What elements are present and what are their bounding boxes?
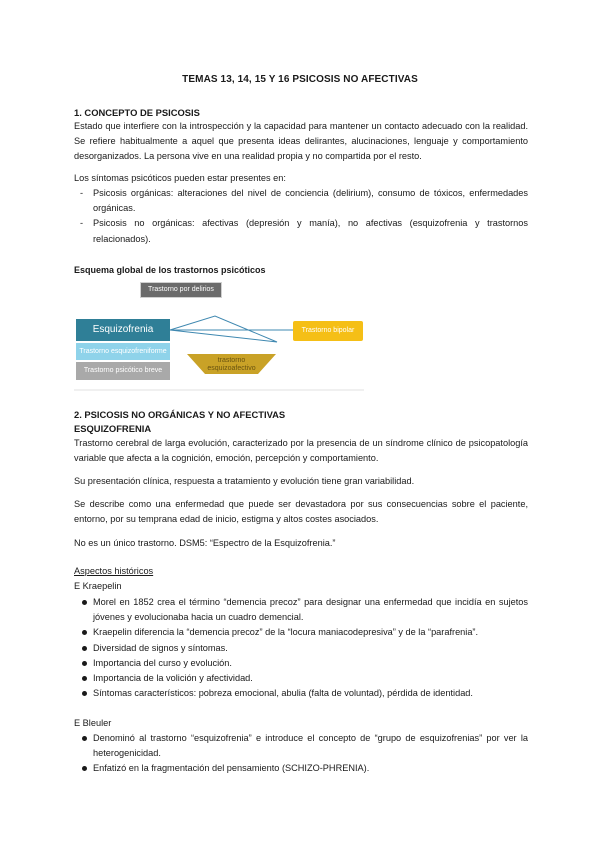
list-item xyxy=(74,656,528,671)
box-trastorno-delirante xyxy=(140,282,222,298)
box-trastorno-bipolar xyxy=(293,321,363,341)
psychotic-disorders-diagram xyxy=(74,280,370,392)
list-item xyxy=(74,595,528,625)
section2-paragraph-2: Su presentación clínica, respuesta a tratamiento y evolución tiene gran variabilidad. xyxy=(74,476,415,486)
box-trastorno-esquizoafectivo xyxy=(205,357,258,372)
bullet-icon xyxy=(82,661,87,666)
section2-heading: 2. PSICOSIS NO ORGÁNICAS Y NO AFECTIVAS xyxy=(74,409,286,420)
box-label: Trastorno por delirios xyxy=(148,286,214,293)
list-item-text: Importancia del curso y evolución. xyxy=(93,657,232,668)
list-item xyxy=(74,731,528,761)
list-item xyxy=(74,761,528,776)
bleuler-label: E Bleuler xyxy=(74,718,112,728)
box-label: Trastorno esquizofreniforme xyxy=(79,347,167,355)
bullet-icon xyxy=(82,766,87,771)
section1-heading: 1. CONCEPTO DE PSICOSIS xyxy=(74,107,200,118)
list-item-text: Kraepelin diferencia la “demencia precoz” de la “locura maniacodepresiva” y de la “parafrenia”. xyxy=(93,627,479,638)
list-item xyxy=(74,625,528,640)
box-label: Trastorno psicótico breve xyxy=(83,367,163,374)
list-item-text: Síntomas característicos: pobreza emocional, abulia (falta de voluntad), pérdida de identidad. xyxy=(93,688,473,699)
list-item xyxy=(74,686,528,701)
list-item xyxy=(74,671,528,686)
box-esquizofrenia xyxy=(76,319,170,341)
list-item-text: Denominó al trastorno “esquizofrenia” e introduce el concepto de “grupo de esquizofrenias” por ver la heterogenicidad. xyxy=(93,733,528,759)
list-item xyxy=(74,186,528,216)
section2-paragraph-1: Trastorno cerebral de larga evolución, caracterizado por la presencia de un síndrome clínico de psicopatología variable que afecta a la cognición, emoción, percepción y comportamiento. xyxy=(74,438,528,464)
box-trastorno-esquizofreniforme xyxy=(76,343,170,360)
dash-marker: - xyxy=(80,218,84,229)
bullet-icon xyxy=(82,600,87,605)
list-item-text: Enfatizó en la fragmentación del pensamiento (SCHIZO-PHRENIA). xyxy=(93,763,370,774)
kraepelin-list xyxy=(74,595,528,701)
bullet-icon xyxy=(82,630,87,635)
box-trastorno-psicotico-breve xyxy=(76,362,170,380)
section2-subheading: ESQUIZOFRENIA xyxy=(74,423,152,434)
box-label: Trastorno bipolar xyxy=(301,327,355,334)
box-label: Esquizofrenia xyxy=(92,324,154,335)
list-item xyxy=(74,216,528,246)
section1-paragraph-2: Los síntomas psicóticos pueden estar presentes en: xyxy=(74,173,286,183)
bullet-icon xyxy=(82,676,87,681)
bullet-icon xyxy=(82,736,87,741)
list-item-text: Morel en 1852 crea el término “demencia precoz” para designar una enfermedad que incidía en sujetos jóvenes y evolucionaba hacia un cuadro demencial. xyxy=(93,597,528,623)
dash-marker: - xyxy=(80,188,84,198)
section2-paragraph-4: No es un único trastorno. DSM5: “Espectro de la Esquizofrenia.” xyxy=(74,538,336,548)
box-label: trastorno esquizoafectivo xyxy=(207,356,256,372)
kraepelin-label: E Kraepelin xyxy=(74,581,122,591)
triangle-connector xyxy=(170,316,277,342)
list-item-text: Diversidad de signos y síntomas. xyxy=(93,642,228,653)
list-item xyxy=(74,641,528,656)
bullet-icon xyxy=(82,646,87,651)
aspectos-historicos-heading: Aspectos históricos xyxy=(74,566,154,576)
diagram-heading: Esquema global de los trastornos psicóticos xyxy=(74,265,266,275)
list-item-text: Importancia de la volición y afectividad. xyxy=(93,673,253,684)
bullet-icon xyxy=(82,691,87,696)
section2-paragraph-3: Se describe como una enfermedad que puede ser devastadora por sus consecuencias sobre el paciente, entorno, por su temprana edad de inicio, estigma y altos costes asociados. xyxy=(74,499,528,525)
bleuler-list xyxy=(74,731,528,777)
section1-paragraph-1: Estado que interfiere con la introspección y la capacidad para mantener un contacto adecuado con la realidad. Se refiere habitualmente a aquel que presenta ideas delirantes, alucinaciones, lenguaje y comportamiento desorganizados. La persona vive en una realidad propia y no compartida por el resto. xyxy=(74,121,528,162)
list-item-text: Psicosis no orgánicas: afectivas (depresión y manía), no afectivas (esquizofrenia y trastornos relacionados). xyxy=(93,218,528,244)
psicosis-types-list xyxy=(74,186,528,247)
list-item-text: Psicosis orgánicas: alteraciones del nivel de conciencia (delirium), consumo de tóxicos, enfermedades orgánicas. xyxy=(93,188,528,214)
document-title: TEMAS 13, 14, 15 Y 16 PSICOSIS NO AFECTIVAS xyxy=(182,74,418,85)
